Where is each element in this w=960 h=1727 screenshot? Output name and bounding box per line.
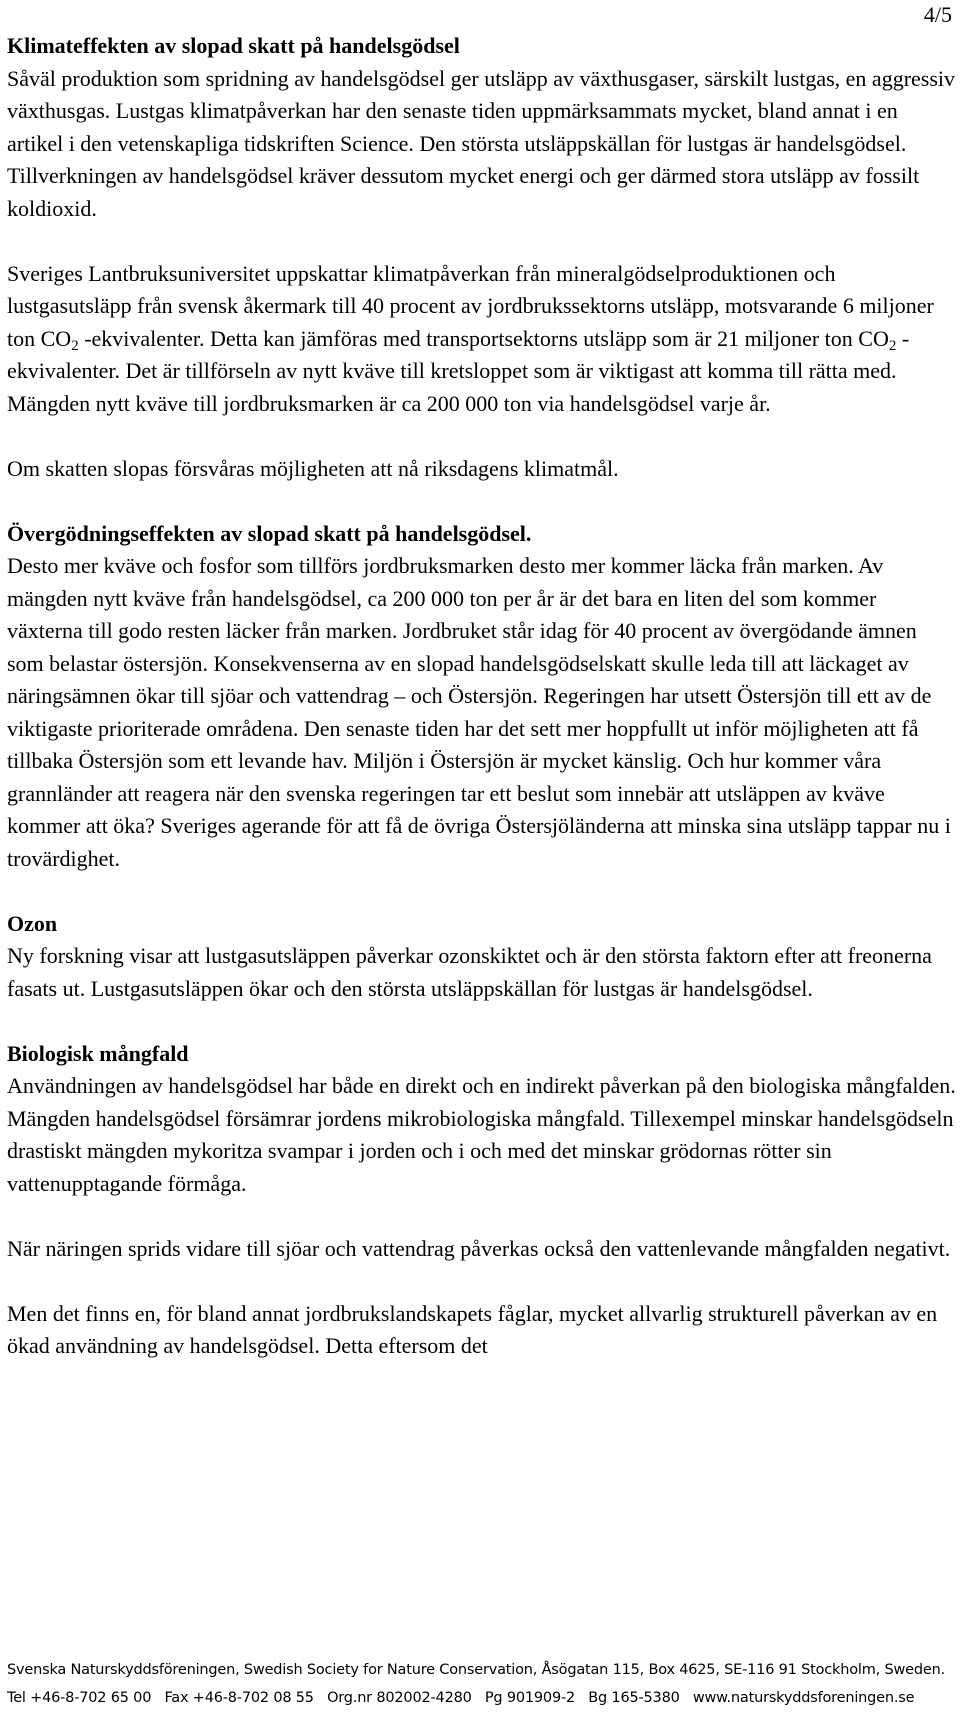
overfertilization-paragraph: Desto mer kväve och fosfor som tillförs jordbruksmarken desto mer kommer läcka från marken. Av mängden nytt kväve från handelsgödsel, ca 200 000 ton per år är det bara en liten del som kommer växterna till godo resten läcker från marken. Jordbruket står idag för 40 procent av övergödande ämnen som belastar östersjön. Konsekvenserna av en slopad handelsgödselskatt skulle leda till att läckaget av näringsämnen ökar till sjöar och vattendrag – och Östersjön. Regeringen har utsett Östersjön till ett av de viktigaste prioriterade områdena. Den senaste tiden har det sett mer hoppfullt ut inför möjligheten att få tillbaka Östersjön som ett levande hav. Miljön i Östersjön är mycket känslig. Och hur kommer våra grannländer att reagera när den svenska regeringen tar ett beslut som innebär att utsläppen av kväve kommer att öka? Sveriges agerande för att få de övriga Östersjöländerna att minska sina utsläpp tappar nu i trovärdighet. [7,553,951,871]
document-body [7,30,957,1363]
ozone-paragraph: Ny forskning visar att lustgasutsläppen påverkar ozonskiktet och är den största faktorn efter att freonerna fasats ut. Lustgasutsläppen ökar och den största utsläppskällan för lustgas är handelsgödsel. [7,943,932,1001]
page-number: 4/5 [923,2,952,27]
slu-paragraph [7,258,957,421]
page-footer [7,1656,957,1712]
slu-text-2: -ekvivalenter. Detta kan jämföras med transportsektorns utsläpp som är 21 miljoner ton CO [78,325,889,351]
footer-contact-line: Tel +46-8-702 65 00 Fax +46-8-702 08 55 Org.nr 802002-4280 Pg 901909-2 Bg 165-5380 www.naturskyddsforeningen.se [7,1690,915,1706]
climate-goal-paragraph: Om skatten slopas försvåras möjligheten att nå riksdagens klimatmål. [7,455,619,481]
climate-section-paragraph: Såväl produktion som spridning av handelsgödsel ger utsläpp av växthusgaser, särskilt lustgas, en aggressiv växthusgas. Lustgas klimatpåverkan har den senaste tiden uppmärksammats mycket, bland annat i en artikel i den vetenskapliga tidskriften Science. Den största utsläppskällan för lustgas är handelsgödsel. Tillverkningen av handelsgödsel kräver dessutom mycket energi och ger därmed stora utsläpp av fossilt koldioxid. [7,65,956,221]
co2-subscript: 2 [71,337,79,354]
aquatic-diversity-paragraph: När näringen sprids vidare till sjöar och vattendrag påverkas också den vattenlevande mångfalden negativt. [7,1235,951,1261]
slu-text-1: Sveriges Lantbruksuniversitet uppskattar klimatpåverkan från mineralgödselproduktionen och lustgasutsläpp från svensk åkermark till 40 procent av jordbrukssektorns utsläpp, motsvarande 6 miljoner ton CO [7,260,934,351]
biodiversity-heading: Biologisk mångfald [7,1040,189,1066]
slu-text-3: -ekvivalenter. Det är tillförseln av nytt kväve till kretsloppet som är viktigast att komma till rätta med. Mängden nytt kväve till jordbruksmarken är ca 200 000 ton via handelsgödsel varje år. [7,325,910,416]
climate-section-heading: Klimateffekten av slopad skatt på handelsgödsel [7,33,460,58]
footer-address-line: Svenska Naturskyddsföreningen, Swedish Society for Nature Conservation, Åsögatan 115, Box 4625, SE-116 91 Stockholm, Sweden. [7,1662,945,1678]
ozone-heading: Ozon [7,910,58,936]
structural-impact-paragraph: Men det finns en, för bland annat jordbrukslandskapets fåglar, mycket allvarlig strukturell påverkan av en ökad användning av handelsgödsel. Detta eftersom det [7,1300,938,1358]
co2-subscript: 2 [888,337,897,354]
biodiversity-paragraph: Användningen av handelsgödsel har både en direkt och en indirekt påverkan på den biologiska mångfalden. Mängden handelsgödsel försämrar jordens mikrobiologiska mångfald. Tillexempel minskar handelsgödseln drastiskt mängden mykoritza svampar i jorden och i och med det minskar grödornas rötter sin vattenupptagande förmåga. [7,1073,956,1196]
overfertilization-heading: Övergödningseffekten av slopad skatt på handelsgödsel. [7,520,532,546]
